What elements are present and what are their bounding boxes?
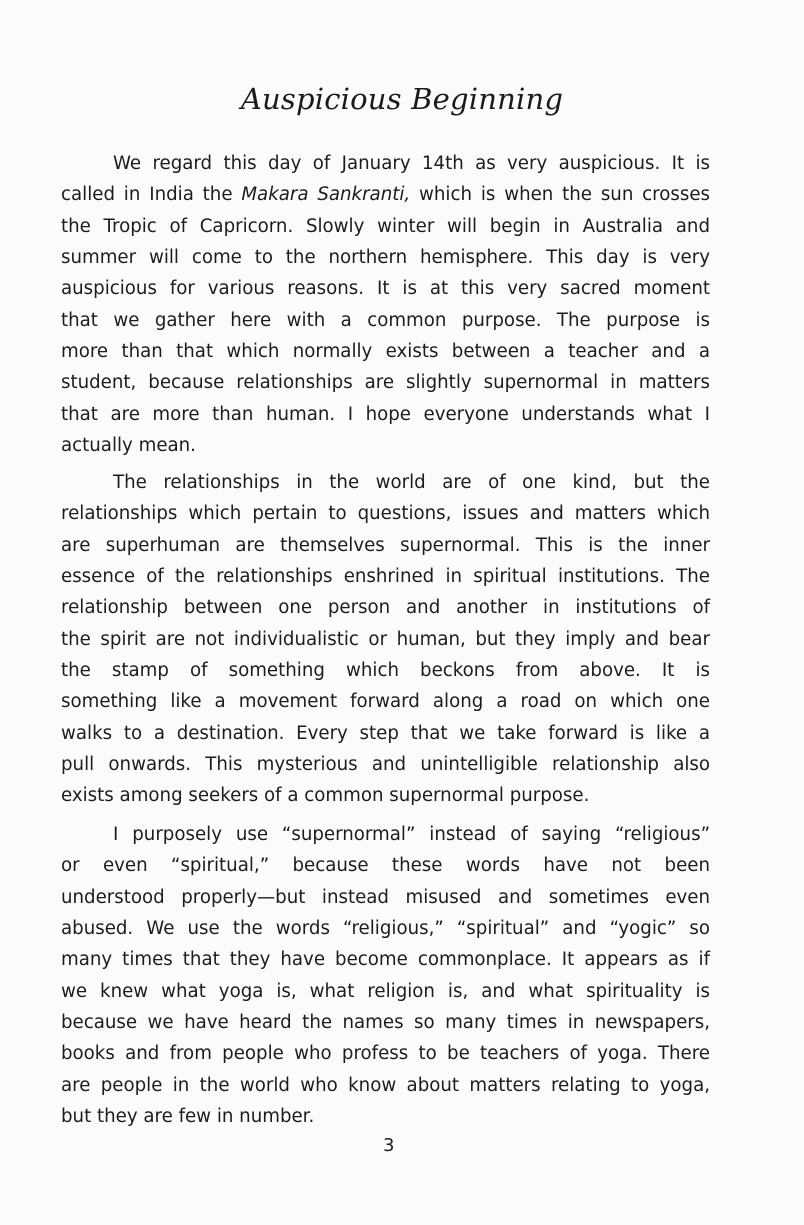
text-line: summer will come to the northern hemisphere. This day is very <box>61 247 710 269</box>
text-line: because we have heard the names so many times in newspapers, <box>61 1012 710 1034</box>
text-line: that are more than human. I hope everyone understands what I <box>61 403 710 425</box>
text-line: relationships which pertain to questions, issues and matters which <box>61 503 710 525</box>
text-line: abused. We use the words “religious,” “spiritual” and “yogic” so <box>61 918 710 940</box>
text-line: pull onwards. This mysterious and unintelligible relationship also <box>61 754 710 776</box>
text-line: books and from people who profess to be teachers of yoga. There <box>61 1043 710 1065</box>
text-line <box>61 179 710 210</box>
italic-term: Makara Sankranti, <box>241 184 411 206</box>
text-line: understood properly—but instead misused and sometimes even <box>61 886 710 908</box>
text-line: I purposely use “supernormal” instead of saying “religious” <box>113 824 710 845</box>
text-line: are superhuman are themselves supernormal. This is the inner <box>61 534 710 556</box>
text-line: but they are few in number. <box>61 1106 315 1128</box>
text-line: student, because relationships are slightly supernormal in matters <box>61 372 710 394</box>
text-line: the stamp of something which beckons from above. It is <box>61 660 710 682</box>
text-line: We regard this day of January 14th as very auspicious. It is <box>113 153 710 174</box>
paragraph-2 <box>61 467 710 812</box>
text-line: are people in the world who know about matters relating to yoga, <box>61 1074 710 1096</box>
text-line: relationship between one person and another in institutions of <box>61 597 710 619</box>
text-line: the Tropic of Capricorn. Slowly winter will begin in Australia and <box>61 215 710 237</box>
text-line: or even “spiritual,” because these words have not been <box>61 855 710 877</box>
text-line: walks to a destination. Every step that we take forward is like a <box>61 722 710 744</box>
text-segment: called in India the <box>61 184 242 206</box>
text-line: many times that they have become commonplace. It appears as if <box>61 949 710 971</box>
text-line: actually mean. <box>61 435 196 457</box>
text-line: the spirit are not individualistic or human, but they imply and bear <box>61 628 710 650</box>
paragraph-1 <box>61 148 710 461</box>
text-line: something like a movement forward along a road on which one <box>61 691 710 713</box>
text-line: The relationships in the world are of one kind, but the <box>113 472 710 493</box>
chapter-title: Auspicious Beginning <box>240 82 564 116</box>
paragraph-3 <box>61 819 710 1132</box>
text-line: we knew what yoga is, what religion is, and what spirituality is <box>61 980 710 1002</box>
text-line: that we gather here with a common purpose. The purpose is <box>61 309 710 331</box>
text-line: auspicious for various reasons. It is at this very sacred moment <box>61 278 710 300</box>
text-line: more than that which normally exists between a teacher and a <box>61 341 710 363</box>
text-line: exists among seekers of a common supernormal purpose. <box>61 785 590 807</box>
page-number: 3 <box>383 1135 395 1156</box>
text-segment: which is when the sun crosses <box>410 184 710 206</box>
text-line: essence of the relationships enshrined in spiritual institutions. The <box>61 566 710 588</box>
